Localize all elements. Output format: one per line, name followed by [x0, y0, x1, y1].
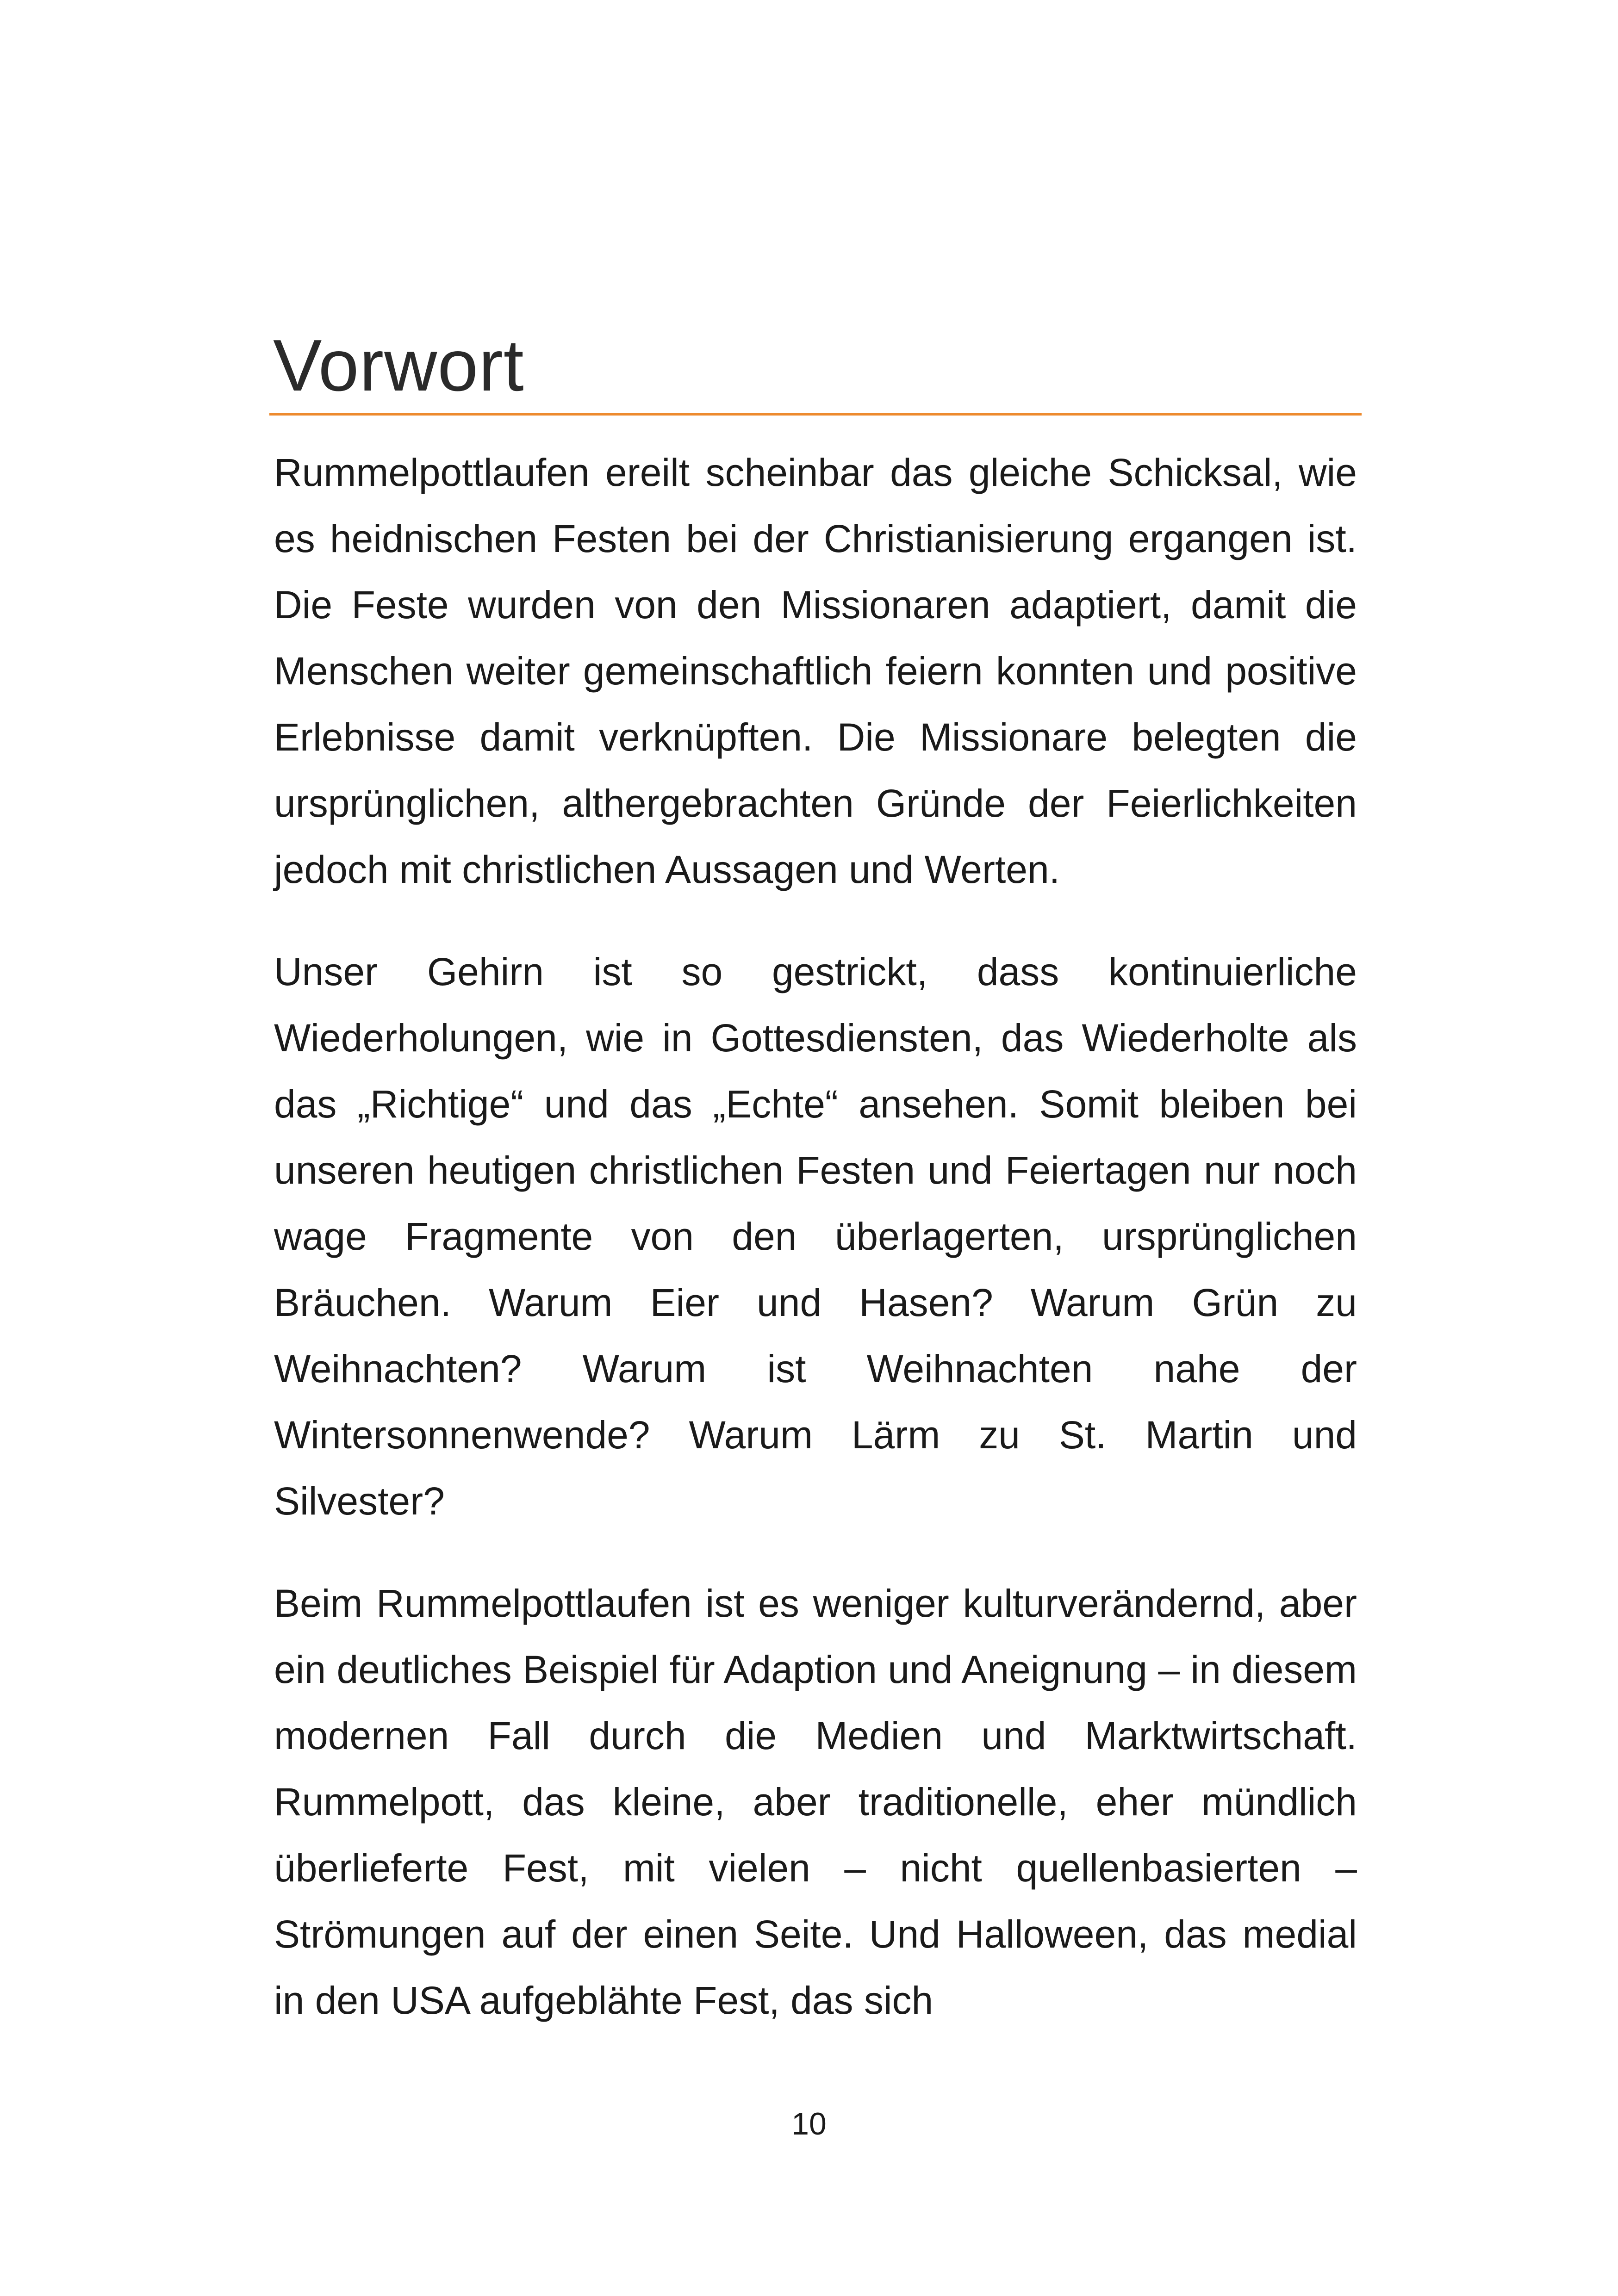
body-text: [274, 440, 1357, 2070]
paragraph-1: Rummelpottlaufen ereilt scheinbar das gleiche Schicksal, wie es heidnischen Festen bei der Christianisierung ergangen ist. Die Feste wurden von den Missionaren adaptiert, damit die Menschen weiter gemeinschaftlich feiern konnten und positive Erlebnisse damit verknüpften. Die Missionare belegten die ursprünglichen, althergebrachten Gründe der Feierlichkeiten jedoch mit christlichen Aussagen und Werten.: [274, 451, 1357, 891]
paragraph-2: Unser Gehirn ist so gestrickt, dass kontinuierliche Wiederholungen, wie in Gottesdiensten, das Wiederholte als das „Richtige“ und das „Echte“ ansehen. Somit bleiben bei unseren heutigen christlichen Festen und Feiertagen nur noch wage Fragmente von den überlagerten, ursprünglichen Bräuchen. Warum Eier und Hasen? Warum Grün zu Weihnachten? Warum ist Weihnachten nahe der Wintersonnenwende? Warum Lärm zu St. Martin und Silvester?: [274, 950, 1357, 1523]
page-title: Vorwort: [273, 325, 524, 406]
paragraph-3: Beim Rummelpottlaufen ist es weniger kulturverändernd, aber ein deutliches Beispiel für Adaption und Aneignung – in diesem modernen Fall durch die Medien und Marktwirtschaft. Rummelpott, das kleine, aber traditionelle, eher mündlich überlieferte Fest, mit vielen – nicht quellenbasierten – Strömungen auf der einen Seite. Und Halloween, das medial in den USA aufgeblähte Fest, das sich: [274, 1582, 1357, 2022]
heading-underline: [269, 413, 1362, 416]
page-number: 10: [791, 2106, 827, 2141]
